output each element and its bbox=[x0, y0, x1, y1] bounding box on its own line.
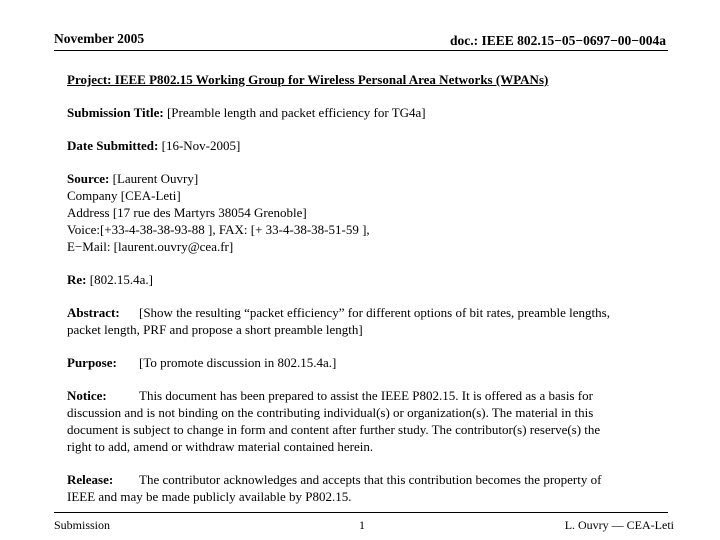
source-line bbox=[67, 170, 667, 187]
header-doc-id: doc.: IEEE 802.15−05−0697−00−004a bbox=[449, 33, 666, 48]
source-email: E−Mail: [laurent.ouvry@cea.fr] bbox=[67, 239, 234, 254]
submission-title-value: [Preamble length and packet efficiency for TG4a] bbox=[166, 105, 426, 120]
abstract-line-1 bbox=[67, 304, 667, 321]
submission-title-label: Submission Title: bbox=[67, 105, 164, 120]
source-name: [Laurent Ouvry] bbox=[112, 171, 199, 186]
notice-label: Notice: bbox=[67, 388, 107, 403]
project-title: Project: IEEE P802.15 Working Group for Wireless Personal Area Networks (WPANs) bbox=[67, 72, 549, 87]
header-date: November 2005 bbox=[54, 31, 145, 46]
date-submitted-label: Date Submitted: bbox=[67, 138, 159, 153]
release-line-2: IEEE and may be made publicly available by P802.15. bbox=[67, 489, 352, 504]
document-body bbox=[67, 71, 667, 505]
notice-line-3: document is subject to change in form and content after further study. The contributor(s) reserve(s) the bbox=[67, 422, 601, 437]
release-line-1 bbox=[67, 471, 667, 488]
notice-line-1 bbox=[67, 387, 667, 404]
re-line bbox=[67, 271, 667, 288]
source-voice-fax: Voice:[+33-4-38-38-93-88 ], FAX: [+ 33-4-38-38-51-59 ], bbox=[67, 222, 370, 237]
release-label: Release: bbox=[67, 472, 114, 487]
notice-line-2: discussion and is not binding on the contributing individual(s) or organization(s). The material in this bbox=[67, 405, 594, 420]
release-text-1: The contributor acknowledges and accepts that this contribution becomes the property of bbox=[139, 472, 602, 487]
source-address: Address [17 rue des Martyrs 38054 Grenoble] bbox=[67, 205, 307, 220]
footer-author: L. Ouvry — CEA-Leti bbox=[564, 518, 674, 532]
footer-submission: Submission bbox=[54, 518, 111, 532]
footer-divider bbox=[54, 512, 668, 513]
date-submitted-line bbox=[67, 137, 667, 154]
abstract-line-2: packet length, PRF and propose a short preamble length] bbox=[67, 322, 363, 337]
purpose-line bbox=[67, 354, 667, 371]
source-company: Company [CEA-Leti] bbox=[67, 188, 181, 203]
purpose-value: [To promote discussion in 802.15.4a.] bbox=[139, 355, 337, 370]
header-divider bbox=[54, 50, 668, 51]
purpose-label: Purpose: bbox=[67, 355, 117, 370]
page-number: 1 bbox=[359, 518, 365, 532]
source-label: Source: bbox=[67, 171, 110, 186]
date-submitted-value: [16-Nov-2005] bbox=[161, 138, 241, 153]
re-value: [802.15.4a.] bbox=[89, 272, 153, 287]
submission-title-line bbox=[67, 104, 667, 121]
abstract-text-1: [Show the resulting “packet efficiency” for different options of bit rates, preamble lengths, bbox=[139, 305, 610, 320]
abstract-label: Abstract: bbox=[67, 305, 120, 320]
notice-line-4: right to add, amend or withdraw material contained herein. bbox=[67, 439, 374, 454]
notice-text-1: This document has been prepared to assist the IEEE P802.15. It is offered as a basis for bbox=[139, 388, 593, 403]
re-label: Re: bbox=[67, 272, 87, 287]
